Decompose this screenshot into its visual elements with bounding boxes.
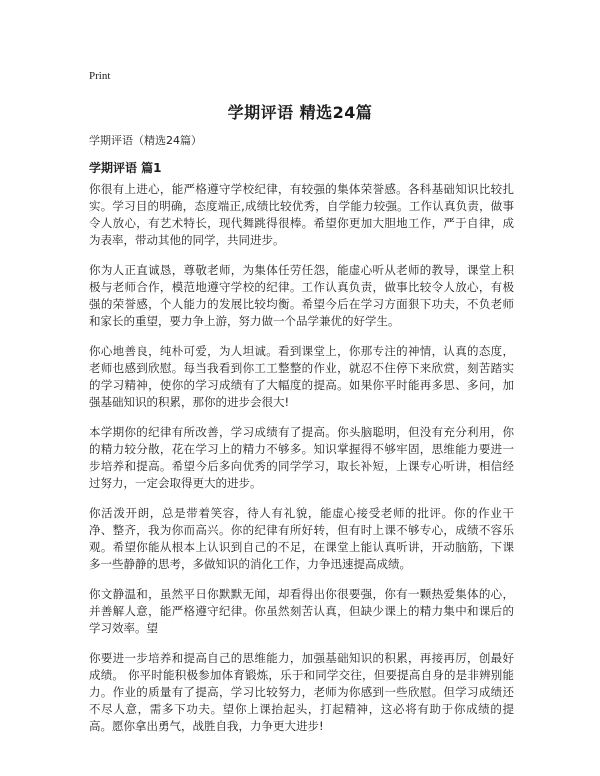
article-body (89, 181, 514, 748)
section-heading: 学期评语 篇1 (89, 161, 162, 175)
paragraph: 你很有上进心，能严格遵守学校纪律，有较强的集体荣誉感。各科基础知识比较扎实。学习目的明确，态度端正,成绩比较优秀，自学能力较强。工作认真负责，做事令人放心，有艺术特长，现代舞跳得很棒。希望你更加大胆地工作，严于自律，成为表率，带动其他的同学，共同进步。 (89, 182, 514, 247)
paragraph: 你要进一步培养和提高自己的思维能力，加强基础知识的积累，再接再厉，创最好成绩。 你平时能积极参加体育锻炼，乐于和同学交往，但要提高自身的是非辨别能力。作业的质量有了提高，学习比较努力，老师为你感到一些欣慰。但学习成绩还不尽人意，需多下功夫。望你上课抬起头，打起精神，这必将有助于你成绩的提高。愿你拿出勇气，战胜自我，力争更大进步! (89, 651, 514, 733)
document-subtitle: 学期评语（精选24篇） (89, 134, 202, 147)
paragraph: 你文静温和，虽然平日你默默无闻，却看得出你很要强，你有一颗热爱集体的心，并善解人意，能严格遵守纪律。你虽然刻苦认真，但缺少课上的精力集中和课后的学习效率。望 (89, 587, 514, 635)
paragraph: 你活泼开朗，总是带着笑容，待人有礼貌，能虚心接受老师的批评。你的作业干净、整齐，我为你而高兴。你的纪律有所好转，但有时上课不够专心，成绩不容乐观。希望你能从根本上认识到自己的不足，在课堂上能认真听讲，开动脑筋，下课多一些静静的思考，多做知识的消化工作，力争迅速提高成绩。 (89, 506, 514, 571)
paragraph: 你心地善良，纯朴可爱，为人坦诚。看到课堂上，你那专注的神情，认真的态度，老师也感到欣慰。每当我看到你工工整整的作业，就忍不住停下来欣赏，刻苦踏实的学习精神，使你的学习成绩有了大幅度的提高。如果你平时能再多思、多问，加强基础知识的积累，那你的进步会很大! (89, 344, 514, 409)
print-link[interactable]: Print (89, 70, 111, 82)
paragraph: 你为人正直诚恳，尊敬老师，为集体任劳任怨，能虚心听从老师的教导，课堂上积极与老师合作，模范地遵守学校的纪律。工作认真负责，做事比较令人放心，有极强的荣誉感，个人能力的发展比较均衡。希望今后在学习方面狠下功夫，不负老师和家长的重望，要力争上游，努力做一个品学兼优的好学生。 (89, 263, 514, 328)
document-title: 学期评语 精选24篇 (227, 103, 373, 122)
paragraph: 本学期你的纪律有所改善，学习成绩有了提高。你头脑聪明，但没有充分利用，你的精力较分散，花在学习上的精力不够多。知识掌握得不够牢固，思维能力要进一步培养和提高。希望今后多向优秀的同学学习，取长补短，上课专心听讲，相信经过努力，一定会取得更大的进步。 (89, 425, 514, 490)
